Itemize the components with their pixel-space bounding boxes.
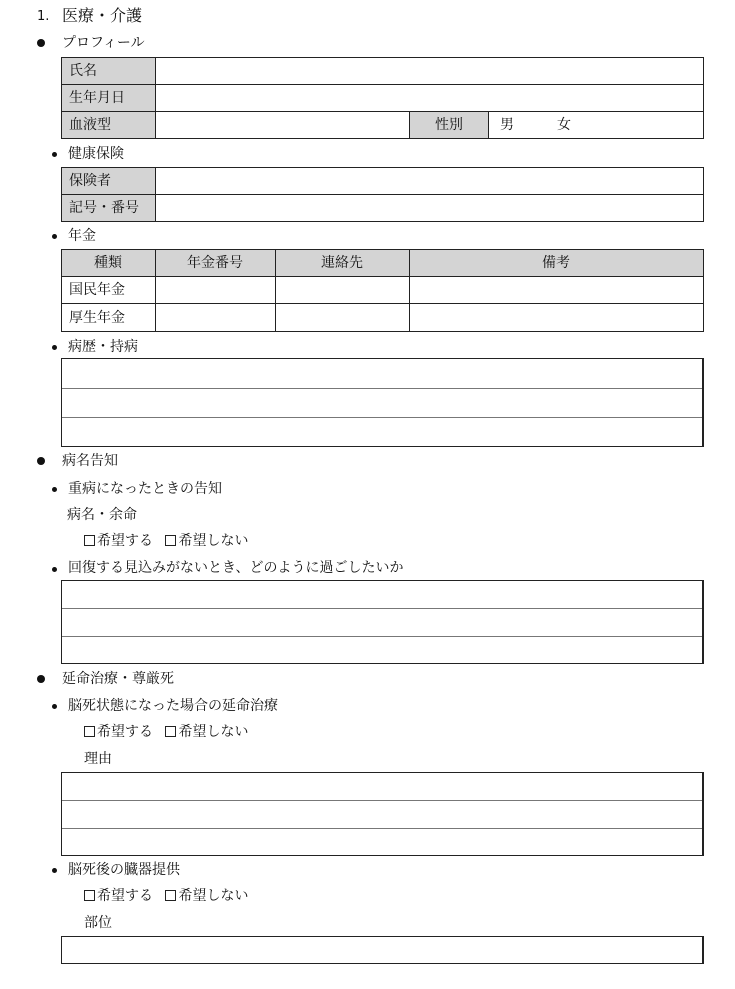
name-field[interactable] xyxy=(155,57,704,85)
pension-notes-field[interactable] xyxy=(409,303,704,332)
part-label: 部位 xyxy=(84,915,112,931)
pension-header-contact xyxy=(275,249,410,277)
history-heading: 病歴・持病 xyxy=(68,339,138,355)
line xyxy=(62,800,702,801)
disclosure-sub2: 回復する見込みがないとき、どのように過ごしたいか xyxy=(68,560,404,576)
profile-heading: プロフィール xyxy=(62,35,145,51)
insurer-label-cell xyxy=(61,167,156,195)
pension-number-field[interactable] xyxy=(155,303,276,332)
pension-contact-field[interactable] xyxy=(275,303,410,332)
header-label: 備考 xyxy=(542,255,570,271)
pension-type: 国民年金 xyxy=(69,282,125,298)
option-yes-label[interactable]: 希望する xyxy=(97,533,153,549)
bullet-dot xyxy=(52,868,57,873)
insurer-label: 保険者 xyxy=(69,173,111,189)
disclosure-sub1-label: 病名・余命 xyxy=(67,507,137,523)
pension-heading: 年金 xyxy=(68,228,96,244)
name-label: 氏名 xyxy=(69,63,97,79)
life-support-options xyxy=(84,725,248,739)
option-yes-label[interactable]: 希望する xyxy=(97,888,153,904)
gender-female[interactable]: 女 xyxy=(557,117,571,133)
table-row xyxy=(61,303,156,332)
number-field[interactable] xyxy=(155,194,704,222)
reason-field[interactable] xyxy=(61,772,704,856)
option-no-label[interactable]: 希望しない xyxy=(178,533,249,549)
history-field[interactable] xyxy=(61,358,704,447)
organ-options xyxy=(84,889,248,903)
checkbox[interactable] xyxy=(165,890,176,901)
blood-label: 血液型 xyxy=(69,117,111,133)
option-no-label[interactable]: 希望しない xyxy=(178,888,249,904)
reason-label: 理由 xyxy=(84,751,112,767)
number-label-cell xyxy=(61,194,156,222)
bullet-dot xyxy=(37,675,45,683)
birth-label: 生年月日 xyxy=(69,90,125,106)
pension-header-type xyxy=(61,249,156,277)
life-support-heading: 延命治療・尊厳死 xyxy=(62,671,174,687)
gender-male[interactable]: 男 xyxy=(500,117,514,133)
disclosure-field[interactable] xyxy=(61,580,704,664)
checkbox[interactable] xyxy=(84,535,95,546)
line xyxy=(62,828,702,829)
pension-type: 厚生年金 xyxy=(69,310,125,326)
gender-label: 性別 xyxy=(435,117,463,133)
pension-notes-field[interactable] xyxy=(409,276,704,304)
gender-field[interactable] xyxy=(488,111,704,139)
birth-field[interactable] xyxy=(155,84,704,112)
bullet-dot xyxy=(52,345,57,350)
insurer-field[interactable] xyxy=(155,167,704,195)
bullet-dot xyxy=(52,152,57,157)
option-yes-label[interactable]: 希望する xyxy=(97,724,153,740)
pension-number-field[interactable] xyxy=(155,276,276,304)
pension-contact-field[interactable] xyxy=(275,276,410,304)
bullet-dot xyxy=(52,567,57,572)
bullet-dot xyxy=(52,487,57,492)
line xyxy=(62,608,702,609)
header-label: 年金番号 xyxy=(187,255,243,271)
line xyxy=(62,417,702,418)
blood-field[interactable] xyxy=(155,111,410,139)
insurance-heading: 健康保険 xyxy=(68,146,124,162)
disclosure-options xyxy=(84,534,248,548)
header-label: 連絡先 xyxy=(321,255,363,271)
header-label: 種類 xyxy=(94,255,122,271)
life-support-sub1: 脳死状態になった場合の延命治療 xyxy=(68,698,278,714)
part-field[interactable] xyxy=(61,936,704,964)
bullet-dot xyxy=(37,39,45,47)
line xyxy=(62,388,702,389)
name-label-cell xyxy=(61,57,156,85)
pension-header-notes xyxy=(409,249,704,277)
checkbox[interactable] xyxy=(165,535,176,546)
number-label: 記号・番号 xyxy=(69,200,139,216)
bullet-dot xyxy=(37,457,45,465)
gender-label-cell xyxy=(409,111,489,139)
disclosure-heading: 病名告知 xyxy=(62,453,118,469)
line xyxy=(62,636,702,637)
blood-label-cell xyxy=(61,111,156,139)
disclosure-sub1: 重病になったときの告知 xyxy=(68,481,222,497)
life-support-sub2: 脳死後の臓器提供 xyxy=(68,862,180,878)
option-no-label[interactable]: 希望しない xyxy=(178,724,249,740)
pension-header-number xyxy=(155,249,276,277)
section-title: 医療・介護 xyxy=(62,6,143,25)
checkbox[interactable] xyxy=(165,726,176,737)
bullet-dot xyxy=(52,234,57,239)
bullet-dot xyxy=(52,704,57,709)
checkbox[interactable] xyxy=(84,890,95,901)
table-row xyxy=(61,276,156,304)
section-number: 1. xyxy=(37,9,50,24)
checkbox[interactable] xyxy=(84,726,95,737)
birth-label-cell xyxy=(61,84,156,112)
